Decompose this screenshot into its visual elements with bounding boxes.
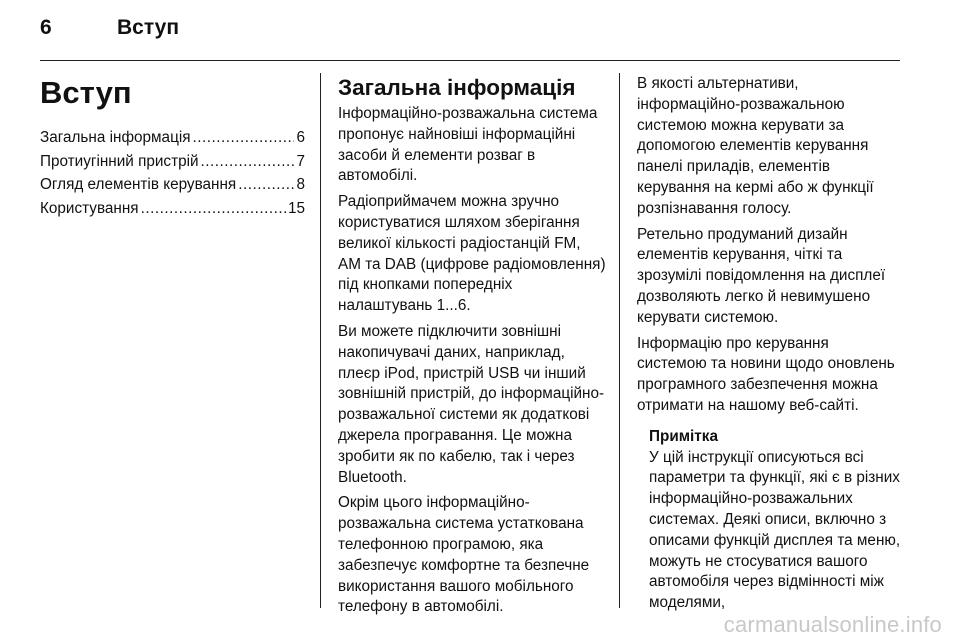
toc-item-title: Протиугінний пристрій [40,152,199,170]
paragraph: Ретельно продуманий дизайн елементів керування, чіткі та зрозумілі повідомлення на дисплеї дозволяють легко й невимушено керувати системою. [637,225,886,326]
note-title: Примітка [649,427,718,445]
header-title: Вступ [117,16,180,39]
paragraph: Ви можете підключити зовнішні накопичувачі даних, наприклад, плеєр iPod, пристрій USB чи інший зовнішній пристрій, до інформаційно-розважальної системи як додаткові джерела програвання. Це можна зробити як по кабелю, так і через Bluetooth. [338,322,605,486]
toc-item-controls-overview[interactable] [40,175,305,199]
toc-item-usage[interactable] [40,199,305,223]
header-rule [40,60,900,61]
note-block [649,427,901,614]
toc-item-title: Огляд елементів керування [40,176,237,193]
toc-column [40,74,305,222]
column-divider-1 [320,73,321,608]
toc-item-title: Користування [40,199,139,217]
toc-leader-dots [201,152,295,173]
continuation-column [637,74,901,614]
paragraph: Інформаційно-розважальна система пропонує найновіші інформаційні засоби й елементи розваг в автомобілі. [338,105,598,185]
paragraph: Окрім цього інформаційно-розважальна система устаткована телефонною програмою, яка забезпечує комфортне та безпечне використання вашого мобільного телефону в автомобілі. [338,494,590,616]
toc-item-title: Загальна інформація [40,129,191,146]
section-title: Загальна інформація [338,75,576,100]
paragraph: Інформацію про керування системою та новини щодо оновлень програмного забезпечення можна отримати на нашому веб-сайті. [637,334,895,414]
paragraph: Радіоприймачем можна зручно користуватися шляхом зберігання великої кількості радіостанцій FM, AM та DAB (цифрове радіомовлення) під кнопками попередніх налаштувань 1...6. [338,193,606,315]
section-column [338,74,606,623]
toc-item-general-info[interactable] [40,128,305,152]
note-text: У цій інструкції описуються всі параметри та функції, які є в різних інформаційно-розважальних системах. Деякі описи, включно з описами функцій дисплея та меню, можуть не стосуватися вашого автомобіля через відмінності між моделями, [649,448,901,612]
chapter-title: Вступ [40,75,132,110]
toc-leader-dots [141,199,286,220]
toc-item-page: 15 [287,199,305,217]
toc-leader-dots [238,175,294,196]
page-number: 6 [40,16,52,39]
toc-item-anti-theft[interactable] [40,152,305,176]
toc-item-page: 8 [296,176,305,193]
toc-leader-dots [193,128,295,149]
paragraph: В якості альтернативи, інформаційно-розважальною системою можна керувати за допомогою елементів керування панелі приладів, елементів керування на кермі або ж функції розпізнавання голосу. [637,75,874,217]
toc-item-page: 7 [296,152,305,170]
watermark: carmanualsonline.info [723,612,942,637]
column-divider-2 [619,73,620,608]
toc-item-page: 6 [296,129,305,146]
